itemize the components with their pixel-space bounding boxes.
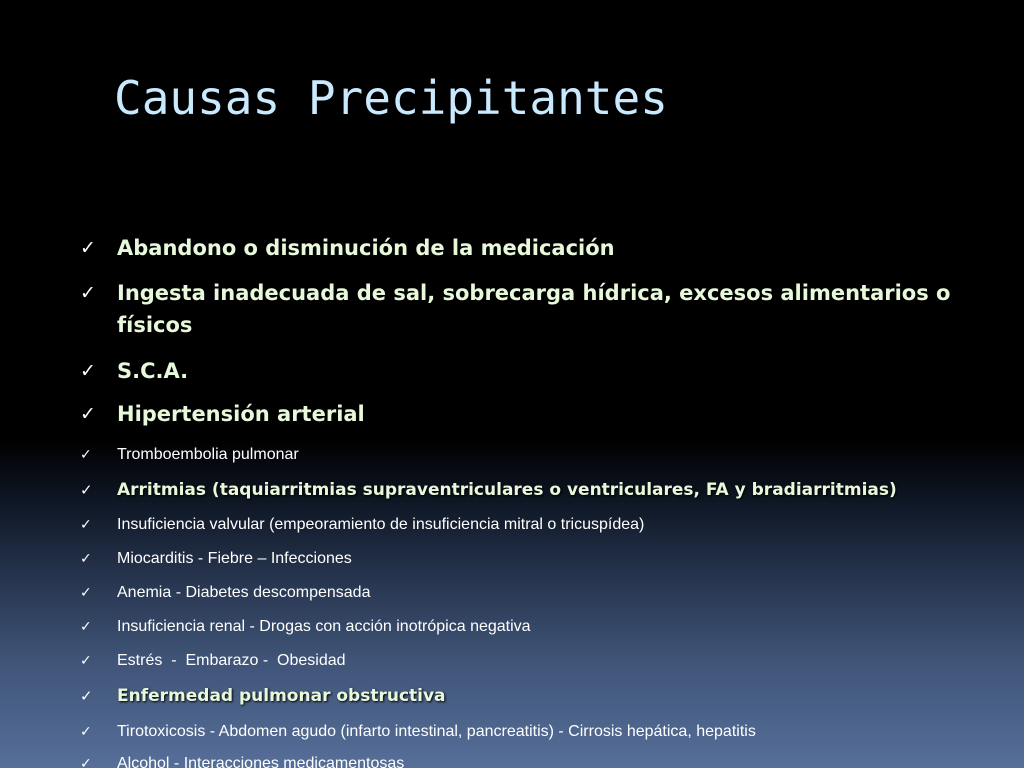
checkmark-icon: ✓ <box>80 360 96 382</box>
bullet-text: Abandono o disminución de la medicación <box>117 236 615 260</box>
bullet-text: Enfermedad pulmonar obstructiva <box>117 686 446 706</box>
slide-title: Causas Precipitantes <box>114 71 668 125</box>
bullet-text: Ingesta inadecuada de sal, sobrecarga hídrica, excesos alimentarios o físicos <box>117 281 951 337</box>
bullet-text: Alcohol - Interacciones medicamentosas <box>117 755 405 768</box>
checkmark-icon: ✓ <box>80 517 92 533</box>
checkmark-icon: ✓ <box>80 551 92 567</box>
checkmark-icon: ✓ <box>80 282 96 304</box>
checkmark-icon: ✓ <box>80 653 92 669</box>
bullet-text: Estrés - Embarazo - Obesidad <box>117 652 346 669</box>
checkmark-icon: ✓ <box>80 724 92 740</box>
checkmark-icon: ✓ <box>80 687 93 705</box>
bullet-text: Miocarditis - Fiebre – Infecciones <box>117 550 352 567</box>
checkmark-icon: ✓ <box>80 237 96 259</box>
checkmark-icon: ✓ <box>80 756 92 768</box>
checkmark-icon: ✓ <box>80 619 92 635</box>
bullet-text: Arritmias (taquiarritmias supraventriculares o ventriculares, FA y bradiarritmias) <box>117 480 897 500</box>
bullet-text: Anemia - Diabetes descompensada <box>117 584 371 601</box>
checkmark-icon: ✓ <box>80 481 93 499</box>
bullet-text: S.C.A. <box>117 359 189 383</box>
bullet-text: Insuficiencia valvular (empeoramiento de insuficiencia mitral o tricuspídea) <box>117 516 645 533</box>
bullet-text: Tirotoxicosis - Abdomen agudo (infarto intestinal, pancreatitis) - Cirrosis hepática, hepatitis <box>117 723 756 740</box>
checkmark-icon: ✓ <box>80 585 92 601</box>
checkmark-icon: ✓ <box>80 447 92 463</box>
bullet-text: Tromboembolia pulmonar <box>117 446 299 463</box>
checkmark-icon: ✓ <box>80 403 96 425</box>
bullet-text: Hipertensión arterial <box>117 402 365 426</box>
bullet-text: Insuficiencia renal - Drogas con acción inotrópica negativa <box>117 618 531 635</box>
